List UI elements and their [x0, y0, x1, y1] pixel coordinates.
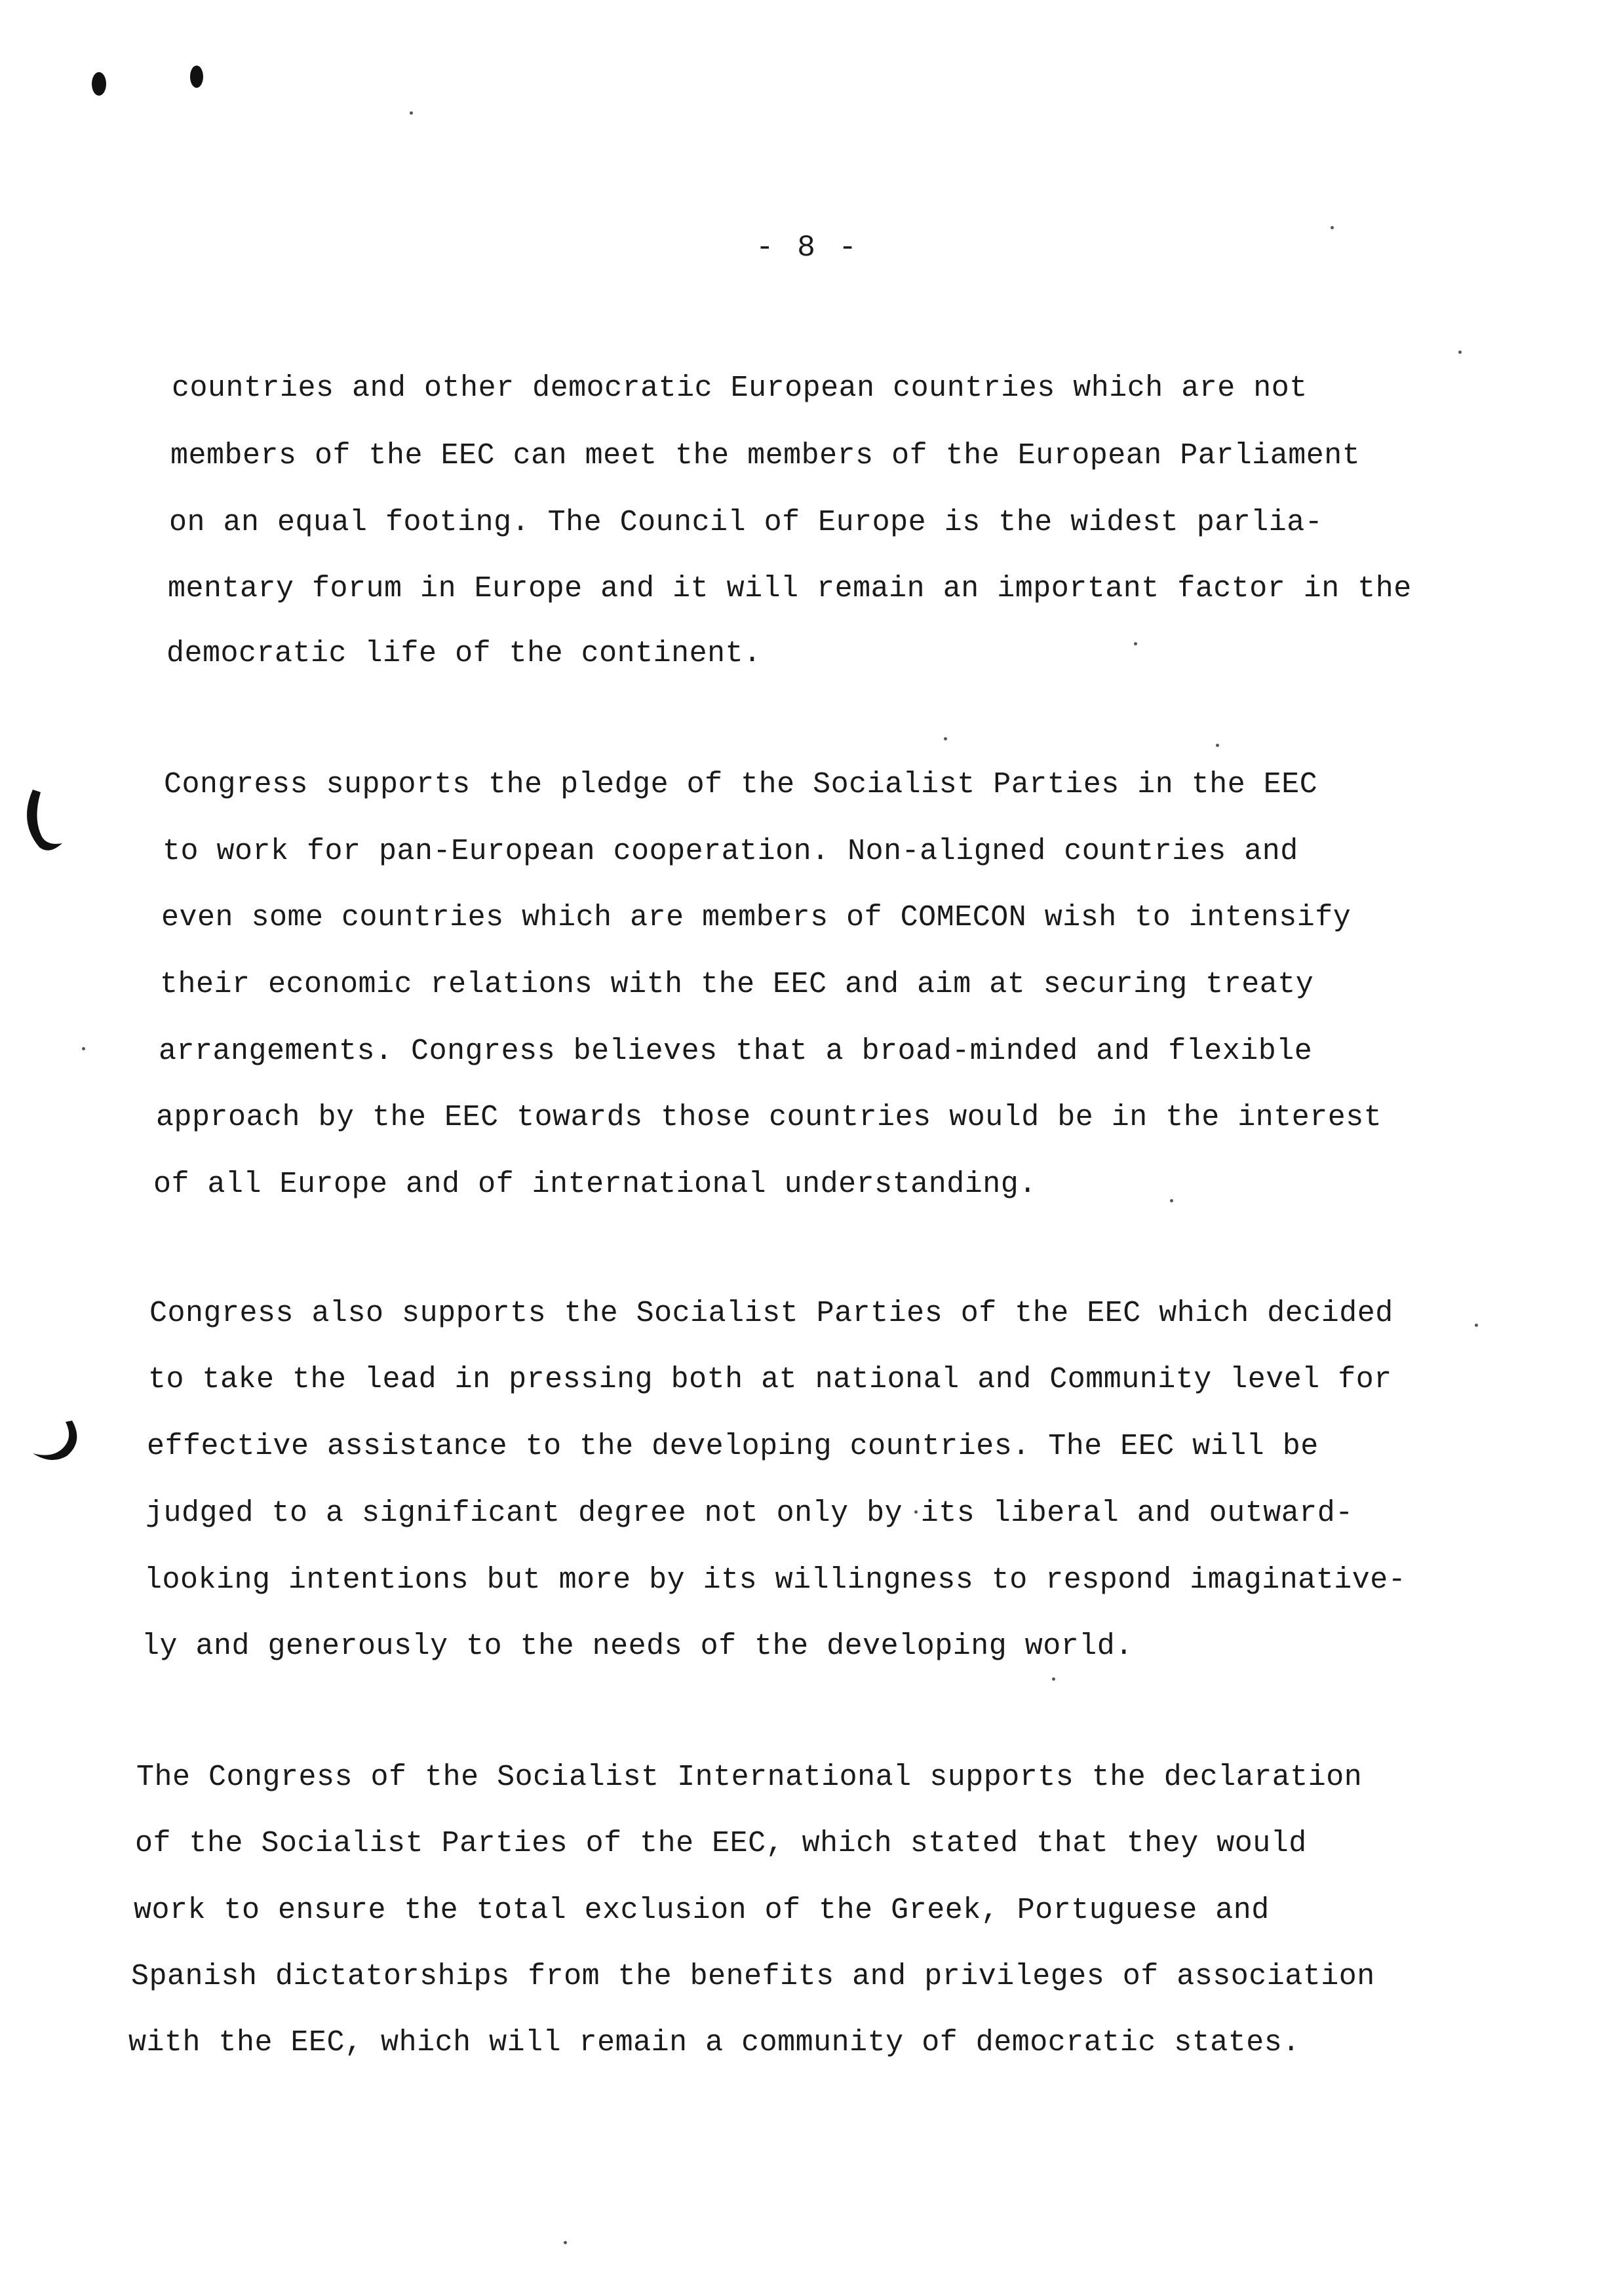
text-line: members of the EEC can meet the members of the European Parliament	[170, 439, 1361, 472]
text-line: to work for pan-European cooperation. Non-aligned countries and	[163, 835, 1298, 868]
scan-speck	[1134, 642, 1137, 645]
text-line: of the Socialist Parties of the EEC, which stated that they would	[135, 1827, 1307, 1860]
punch-hole-mark	[92, 72, 106, 96]
scan-speck	[410, 111, 413, 115]
page-number: - 8 -	[755, 231, 860, 265]
text-line: even some countries which are members of COMECON wish to intensify	[161, 901, 1352, 934]
text-line: Congress also supports the Socialist Parties of the EEC which decided	[149, 1297, 1393, 1330]
text-line: on an equal footing. The Council of Europe is the widest parlia-	[169, 506, 1323, 539]
text-line: Spanish dictatorships from the benefits and privileges of association	[131, 1960, 1375, 1993]
text-line: to take the lead in pressing both at national and Community level for	[148, 1363, 1392, 1396]
text-line: ly and generously to the needs of the developing world.	[142, 1630, 1133, 1663]
punch-hole-mark	[190, 66, 203, 88]
text-line: countries and other democratic European countries which are not	[172, 372, 1308, 405]
scan-speck	[564, 2241, 567, 2244]
scan-speck	[944, 737, 947, 740]
text-line: judged to a significant degree not only by its liberal and outward-	[146, 1497, 1353, 1530]
text-line: approach by the EEC towards those countries would be in the interest	[156, 1101, 1382, 1134]
margin-bracket-mark	[13, 783, 66, 862]
text-line: democratic life of the continent.	[166, 637, 762, 670]
text-line: work to ensure the total exclusion of the Greek, Portuguese and	[134, 1894, 1270, 1927]
text-line: effective assistance to the developing countries. The EEC will be	[147, 1430, 1319, 1463]
scan-speck	[1170, 1199, 1173, 1202]
text-line: Congress supports the pledge of the Socialist Parties in the EEC	[164, 768, 1318, 801]
scan-speck	[1475, 1324, 1478, 1327]
margin-bracket-mark	[26, 1415, 85, 1468]
scan-speck	[1216, 744, 1219, 747]
scan-speck	[1331, 226, 1334, 229]
text-line: with the EEC, which will remain a community of democratic states.	[128, 2026, 1300, 2059]
text-line: mentary forum in Europe and it will remain an important factor in the	[168, 572, 1412, 605]
scan-speck	[1458, 351, 1462, 354]
text-line: The Congress of the Socialist International supports the declaration	[136, 1761, 1363, 1794]
text-line: their economic relations with the EEC and aim at securing treaty	[160, 968, 1314, 1001]
scan-speck	[1052, 1677, 1055, 1681]
scan-speck	[82, 1047, 85, 1050]
text-line: looking intentions but more by its willingness to respond imaginative-	[144, 1563, 1407, 1597]
text-line: arrangements. Congress believes that a broad-minded and flexible	[159, 1035, 1313, 1068]
text-line: of all Europe and of international understanding.	[153, 1168, 1037, 1201]
